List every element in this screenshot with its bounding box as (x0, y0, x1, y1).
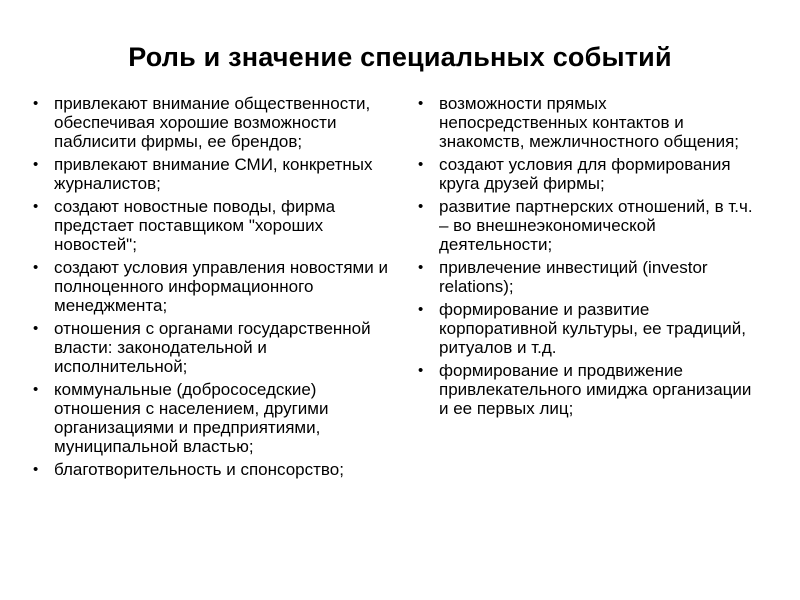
bullet-text: формирование и продвижение привлекательного имиджа организации и ее первых лиц; (439, 361, 752, 418)
bullet-item (33, 380, 393, 456)
bullet-icon: • (418, 156, 424, 173)
bullet-text: возможности прямых непосредственных контактов и знакомств, межличностного общения; (439, 94, 739, 151)
bullet-item (418, 258, 758, 296)
bullet-icon: • (33, 461, 39, 478)
bullet-icon: • (33, 95, 39, 112)
bullet-item (33, 94, 393, 151)
bullet-text: благотворительность и спонсорство; (54, 460, 344, 479)
bullet-item (33, 258, 393, 315)
bullet-text: привлекают внимание общественности, обеспечивая хорошие возможности паблисити фирмы, ее брендов; (54, 94, 371, 151)
bullet-item (418, 197, 758, 254)
bullet-item (418, 94, 758, 151)
bullet-icon: • (418, 362, 424, 379)
bullet-text: создают новостные поводы, фирма предстает поставщиком "хороших новостей"; (54, 197, 336, 254)
bullet-icon: • (418, 95, 424, 112)
bullet-icon: • (33, 198, 39, 215)
left-bullet-list (33, 94, 393, 483)
bullet-item (33, 319, 393, 376)
right-bullet-list (418, 94, 758, 422)
bullet-icon: • (418, 259, 424, 276)
bullet-item (33, 460, 393, 479)
bullet-text: отношения с органами государственной власти: законодательной и исполнительной; (54, 319, 371, 376)
bullet-text: создают условия управления новостями и полноценного информационного менеджмента; (54, 258, 388, 315)
bullet-text: формирование и развитие корпоративной культуры, ее традиций, ритуалов и т.д. (439, 300, 746, 357)
bullet-item (418, 361, 758, 418)
bullet-text: привлечение инвестиций (investor relations); (439, 258, 708, 296)
bullet-text: развитие партнерских отношений, в т.ч. – во внешнеэкономической деятельности; (439, 197, 753, 254)
bullet-icon: • (418, 198, 424, 215)
slide-title: Роль и значение специальных событий (128, 42, 672, 72)
bullet-icon: • (33, 381, 39, 398)
bullet-icon: • (33, 259, 39, 276)
bullet-item (33, 197, 393, 254)
bullet-text: привлекают внимание СМИ, конкретных журналистов; (54, 155, 373, 193)
bullet-icon: • (33, 320, 39, 337)
bullet-item (33, 155, 393, 193)
bullet-item (418, 155, 758, 193)
bullet-icon: • (418, 301, 424, 318)
bullet-icon: • (33, 156, 39, 173)
bullet-text: создают условия для формирования круга друзей фирмы; (439, 155, 731, 193)
bullet-item (418, 300, 758, 357)
bullet-text: коммунальные (добрососедские) отношения с населением, другими организациями и предприятиями, муниципальной властью; (54, 380, 329, 456)
